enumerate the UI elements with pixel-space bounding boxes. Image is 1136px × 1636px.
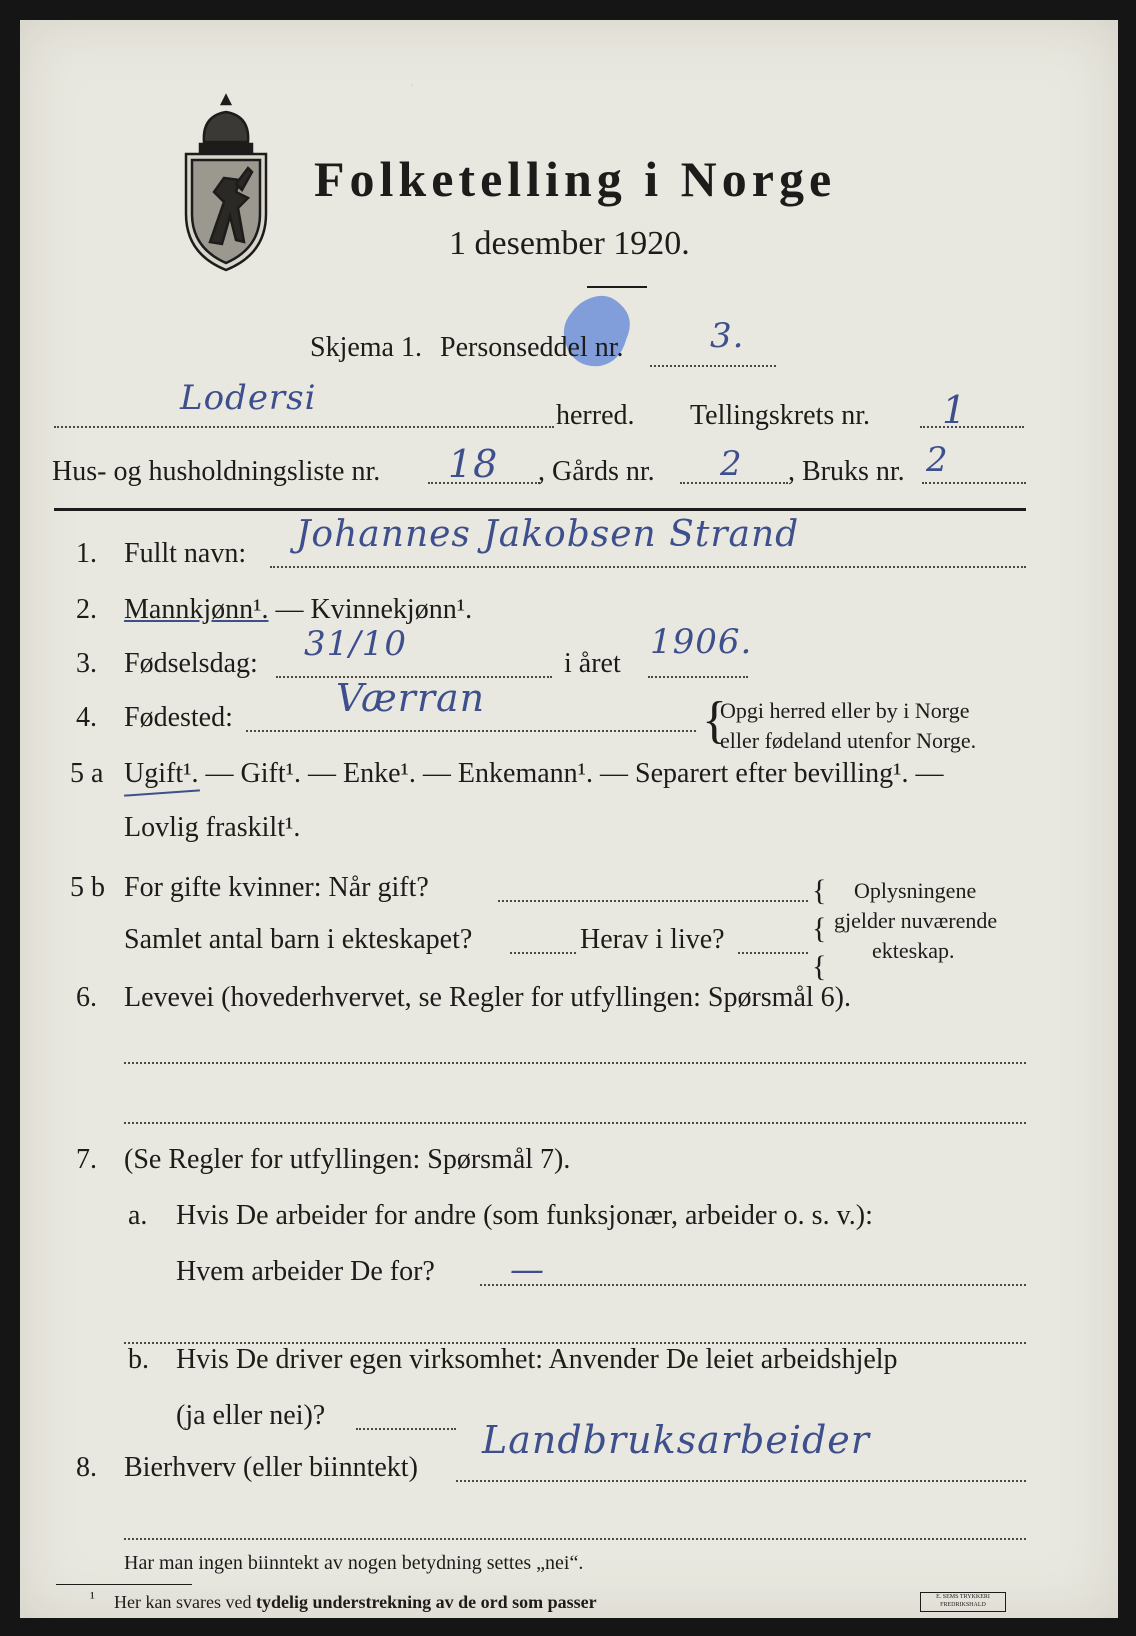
- q5b-alive-label: Herav i live?: [580, 924, 725, 955]
- side-occupation-field-line: [456, 1480, 1026, 1482]
- children-field-line: [510, 952, 576, 954]
- herred-field-line: [54, 426, 554, 428]
- personseddel-field-line: [650, 365, 776, 367]
- q5b-note-line1: Oplysningene: [854, 878, 977, 903]
- year-label: i året: [564, 648, 621, 679]
- q3-label: Fødselsdag:: [124, 648, 258, 679]
- q5b-number: 5 b: [70, 872, 105, 903]
- tellingskrets-label: Tellingskrets nr.: [690, 400, 871, 431]
- title-divider: [587, 286, 647, 288]
- q4-brace: {: [702, 692, 727, 749]
- q2-options: [124, 594, 472, 626]
- q5a-options[interactable]: Ugift¹. — Gift¹. — Enke¹. — Enkemann¹. — Separert efter bevilling¹. —: [124, 758, 944, 789]
- household-list-label: Hus- og husholdningsliste nr.: [52, 456, 381, 487]
- q7a-line2: Hvem arbeider De for?: [176, 1256, 435, 1287]
- q6-number: 6.: [76, 982, 97, 1013]
- occupation-field-line2: [124, 1122, 1026, 1124]
- q1-label: Fullt navn:: [124, 538, 247, 569]
- married-when-field-line: [498, 900, 808, 902]
- q7-label: (Se Regler for utfyllingen: Spørsmål 7).: [124, 1144, 571, 1175]
- year-field-line: [648, 676, 748, 678]
- tellingskrets-value[interactable]: 1: [942, 388, 968, 432]
- personseddel-label: Personseddel nr.: [440, 332, 624, 363]
- bruks-label: , Bruks nr.: [788, 456, 905, 487]
- header-separator: [54, 508, 1026, 511]
- q4-note-line2: eller fødeland utenfor Norge.: [720, 728, 977, 753]
- census-date: 1 desember 1920.: [449, 225, 690, 262]
- q1-field-line: [270, 566, 1026, 568]
- female-option[interactable]: Kvinnekjønn¹.: [310, 594, 473, 625]
- footnote-rule: [56, 1584, 192, 1585]
- birthplace-field-line: [246, 730, 696, 732]
- occupation-field-line1: [124, 1062, 1026, 1064]
- q5b-children-label: Samlet antal barn i ekteskapet?: [124, 924, 473, 955]
- form-title: Folketelling i Norge: [314, 151, 837, 207]
- q7a-letter: a.: [128, 1200, 148, 1231]
- q5a-option-fraskilt[interactable]: Lovlig fraskilt¹.: [124, 812, 301, 843]
- schema-label: Skjema 1.: [310, 332, 422, 363]
- side-occupation-field-line2: [124, 1538, 1026, 1540]
- footnote-mark: ¹: [90, 1590, 95, 1607]
- q1-number: 1.: [76, 538, 97, 569]
- footnote-text-bold: tydelig understrekning av de ord som passer: [255, 1592, 597, 1612]
- q2-number: 2.: [76, 594, 97, 625]
- bruks-value[interactable]: 2: [926, 440, 949, 480]
- printer-stamp: E. SEMS TRYKKERI FREDRIKSHALD: [920, 1592, 1006, 1612]
- q7a-line1: Hvis De arbeider for andre (som funksjonær, arbeider o. s. v.):: [176, 1200, 873, 1231]
- bruks-field-line: [922, 482, 1026, 484]
- q8-number: 8.: [76, 1452, 97, 1483]
- q5b-line1: For gifte kvinner: Når gift?: [124, 872, 429, 903]
- employer-field-line: [480, 1284, 1026, 1286]
- full-name-value[interactable]: Johannes Jakobsen Strand: [296, 514, 800, 555]
- household-list-value[interactable]: 18: [448, 442, 499, 486]
- gards-label: , Gårds nr.: [538, 456, 655, 487]
- q5b-note-line2: gjelder nuværende: [834, 908, 998, 933]
- birthdate-value[interactable]: 31/10: [304, 624, 407, 664]
- coat-of-arms-icon: [180, 92, 272, 278]
- birthplace-value[interactable]: Værran: [336, 676, 486, 720]
- gards-value[interactable]: 2: [720, 444, 743, 484]
- personseddel-number[interactable]: 3.: [710, 316, 745, 356]
- herred-value[interactable]: Lodersi: [180, 378, 317, 418]
- male-option[interactable]: Mannkjønn¹.: [124, 594, 269, 625]
- herred-label: herred.: [556, 400, 635, 431]
- q7b-line1: Hvis De driver egen virksomhet: Anvender De leiet arbeidshjelp: [176, 1344, 898, 1375]
- footnote-text: [114, 1592, 597, 1613]
- alive-field-line: [738, 952, 808, 954]
- census-form-page: [20, 20, 1118, 1618]
- q4-note-line1: Opgi herred eller by i Norge: [720, 698, 970, 723]
- birth-year-value[interactable]: 1906.: [650, 622, 753, 662]
- q5b-brace: { { {: [812, 874, 827, 983]
- tellingskrets-field-line: [920, 426, 1024, 428]
- q6-label: Levevei (hovederhvervet, se Regler for utfyllingen: Spørsmål 6).: [124, 982, 851, 1013]
- q4-label: Fødested:: [124, 702, 233, 733]
- hired-help-field-line: [356, 1428, 456, 1430]
- q3-number: 3.: [76, 648, 97, 679]
- q5b-note-line3: ekteskap.: [872, 938, 955, 963]
- q7b-line2: (ja eller nei)?: [176, 1400, 326, 1431]
- q7-number: 7.: [76, 1144, 97, 1175]
- q4-number: 4.: [76, 702, 97, 733]
- footer-note: Har man ingen biinntekt av nogen betydning settes „nei“.: [124, 1552, 584, 1574]
- q8-label: Bierhverv (eller biinntekt): [124, 1452, 418, 1483]
- bleed-through-text: .: [410, 70, 415, 90]
- employer-value[interactable]: —: [510, 1250, 545, 1290]
- side-occupation-value[interactable]: Landbruksarbeider: [482, 1418, 870, 1462]
- gender-separator: —: [268, 594, 311, 625]
- ugift-underline: [124, 789, 200, 796]
- q7b-letter: b.: [128, 1344, 149, 1375]
- footnote-text-plain: Her kan svares ved: [114, 1592, 256, 1612]
- q5a-number: 5 a: [70, 758, 104, 789]
